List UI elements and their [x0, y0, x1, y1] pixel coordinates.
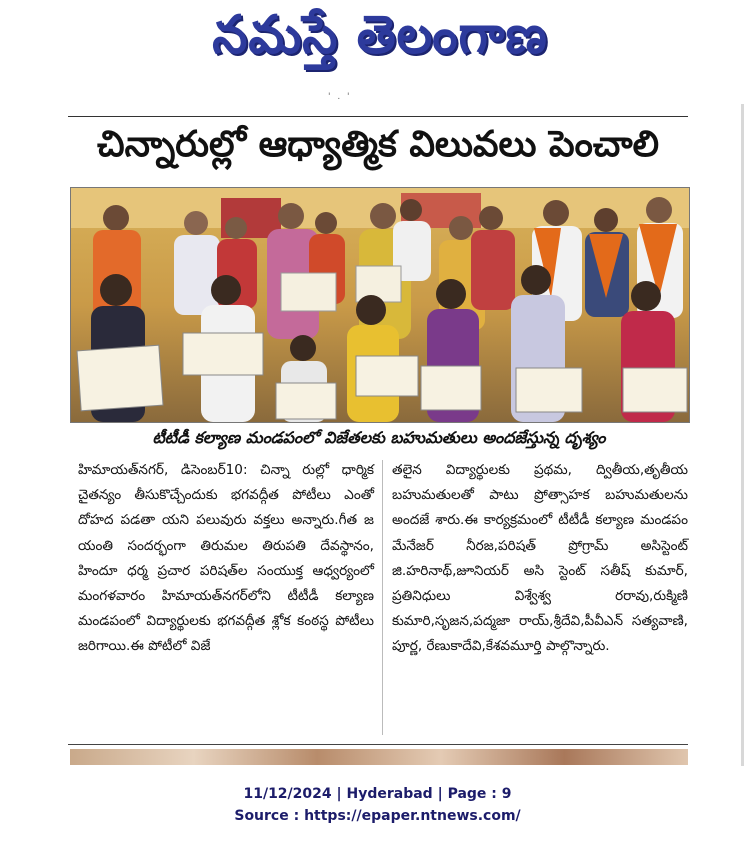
footer-source-link[interactable]: https://epaper.ntnews.com/ — [304, 808, 521, 824]
footer-dateline — [0, 786, 755, 802]
article-body-left: హిమాయత్‌నగర్, డిసెంబర్10: చిన్నా రుల్లో ధార్మిక చైతన్యం తీసుకొచ్చేందుకు భగవద్గీత పోటీలు ఎంతో దోహద పడతా యని పలువురు వక్తలు అన్నారు.గీత జ యంతి సందర్భంగా తిరుమల తిరుపతి దేవస్థానం, హిందూ ధర్మ ప్రచార పరిషత్‌ల సంయుక్త ఆధ్వర్యంలో మంగళవారం హిమాయత్‌నగర్‌లోని టీటీడీ కల్యాణ మండపంలో విద్యార్థులకు భగవద్గీత శ్లోక కంఠస్థ పోటీలు జరిగాయి.ఈ పోటీలో విజే — [78, 462, 374, 655]
headline-rule — [68, 116, 688, 117]
footer-separator: | — [437, 786, 443, 802]
footer-date: 11/12/2024 — [243, 786, 332, 802]
footer-city: Hyderabad — [346, 786, 433, 802]
footer-separator: | — [336, 786, 342, 802]
next-photo-strip — [70, 749, 688, 765]
footer-source — [0, 808, 755, 824]
article-headline: చిన్నారుల్లో ఆధ్యాత్మిక విలువలు పెంచాలి — [97, 124, 659, 165]
photo-illustration — [71, 188, 689, 422]
article-body-right: తలైన విద్యార్థులకు ప్రథమ, ద్వితీయ,తృతీయ బహుమతులతో పాటు ప్రోత్సాహక బహుమతులను అందజే శారు.ఈ కార్యక్రమంలో టీటీడీ కల్యాణ మండపం మేనేజర్ నీరజ,పరిషత్ ప్రోగ్రామ్ అసిస్టెంట్ జి.హరినాథ్,జూనియర్ అసి స్టెంట్ సతీష్ కుమార్, ప్రతినిధులు విశ్వేశ్వ రరావు,రుక్మిణి కుమారి,సృజన,పద్మజా రాయ్,శ్రీదేవి,పీవీఎన్ సత్యవాణి, పూర్ణ, రేణుకాదేవి,కేశవమూర్తి పాల్గొన్నారు. — [392, 462, 688, 655]
bottom-rule — [68, 744, 688, 745]
article-photo — [70, 187, 690, 423]
side-rule — [741, 104, 744, 766]
footer-source-label: Source : — [234, 808, 300, 824]
masthead-dots: ' . ' — [328, 92, 352, 102]
photo-caption: టీటీడీ కల్యాణ మండపంలో విజేతలకు బహుమతులు అందజేస్తున్న దృశ్యం — [152, 427, 606, 447]
column-divider — [382, 460, 383, 735]
article-column-left — [78, 458, 374, 660]
footer-page: Page : 9 — [447, 786, 512, 802]
article-column-right — [392, 458, 688, 660]
masthead-title: నమస్తే తెలంగాణ — [212, 3, 548, 65]
